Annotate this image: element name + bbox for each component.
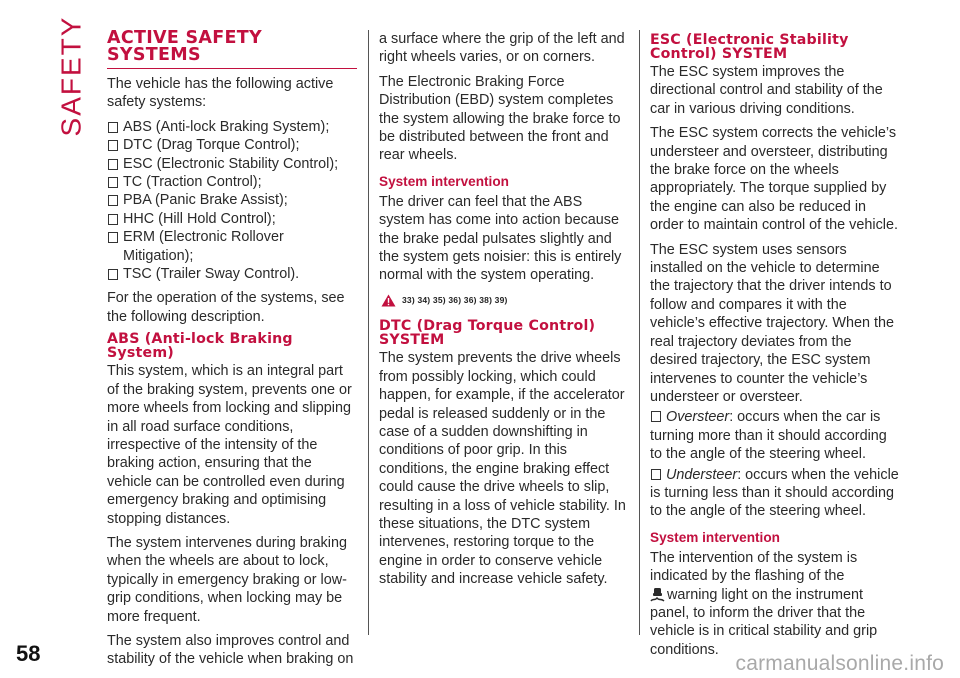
- section-tab: [54, 15, 88, 137]
- column-3: [650, 30, 900, 665]
- dtc-paragraph: The system prevents the drive wheels from possibly locking, which could happen, for example, if the accelerator pedal is released suddenly or in the case of a sudden downshifting in conditions of poor grip. In this conditions, the engine braking effect could cause the drive wheels to slip, resulting in a loss of vehicle stability. In these situations, the DTC system intervenes, restoring torque to the engine in order to conserve vehicle stability and increase vehicle safety.: [379, 350, 626, 588]
- section-tab-label: SAFETY: [55, 15, 87, 137]
- warning-references: [381, 291, 629, 309]
- watermark: carmanualsonline.info: [735, 652, 944, 675]
- abs-intervention-heading: System intervention: [379, 173, 509, 189]
- abs-heading: ABS (Anti-lock Braking System): [107, 331, 293, 362]
- checkbox-bullet-icon: [651, 469, 661, 480]
- checkbox-bullet-icon: [108, 195, 118, 206]
- list-item: PBA (Panic Brake Assist);: [107, 191, 357, 209]
- warning-reference-numbers: 33) 34) 35) 36) 36) 38) 39): [402, 294, 508, 305]
- abs-intervention-paragraph: The driver can feel that the ABS system has come into action because the brake pedal pulsates slightly and the system gets noisier: this is entirely normal with the system operating.: [379, 193, 622, 284]
- warning-triangle-icon: [381, 294, 396, 307]
- abs-paragraph-2: The system intervenes during braking when the wheels are about to lock, typically in emergency braking or low-grip conditions, when locking may be more frequent.: [107, 534, 347, 625]
- column-divider: [639, 30, 640, 635]
- ebd-paragraph: The Electronic Braking Force Distribution (EBD) system completes the system allowing the brake force to be distributed between the front and rear wheels.: [379, 73, 621, 164]
- checkbox-bullet-icon: [108, 177, 118, 188]
- understeer-item: [650, 466, 900, 521]
- column-divider: [368, 30, 369, 635]
- column-1: [107, 30, 357, 675]
- understeer-term: Understeer: [666, 466, 738, 483]
- esc-warning-light-icon: [650, 587, 665, 602]
- esc-intervention-heading: System intervention: [650, 529, 780, 545]
- checkbox-bullet-icon: [108, 140, 118, 151]
- checkbox-bullet-icon: [108, 159, 118, 170]
- systems-list: [107, 118, 357, 284]
- oversteer-definition: : occurs when the car is turning more than it should according to the angle of the steering wheel.: [650, 409, 887, 463]
- checkbox-bullet-icon: [108, 122, 118, 133]
- list-item: TC (Traction Control);: [107, 173, 357, 191]
- list-item: ABS (Anti-lock Braking System);: [107, 118, 357, 136]
- list-item: HHC (Hill Hold Control);: [107, 210, 357, 228]
- oversteer-item: [650, 408, 900, 463]
- checkbox-bullet-icon: [108, 214, 118, 225]
- oversteer-term: Oversteer: [666, 409, 730, 426]
- esc-paragraph-3: The ESC system uses sensors installed on the vehicle to determine the trajectory that the driver intends to follow and compares it with the vehicle’s effective trajectory. When the real trajectory deviates from the desired trajectory, the ESC system intervenes to counter the vehicle’s understeer or oversteer.: [650, 241, 894, 405]
- abs-paragraph-3-continued: a surface where the grip of the left and right wheels varies, or on corners.: [379, 31, 625, 66]
- esc-intervention-paragraph: The intervention of the system is indicated by the flashing of the warning light on the instrument panel, to inform the driver that the vehicle is in critical stability and grip conditions.: [650, 549, 878, 658]
- intro-paragraph: The vehicle has the following active safety systems:: [107, 76, 334, 111]
- column-2: [379, 30, 629, 595]
- esc-heading: ESC (Electronic Stability Control) SYSTEM: [650, 32, 849, 62]
- list-item: DTC (Drag Torque Control);: [107, 136, 357, 154]
- abs-paragraph-3: The system also improves control and stability of the vehicle when braking on: [107, 632, 354, 668]
- dtc-heading: DTC (Drag Torque Control) SYSTEM: [379, 318, 596, 349]
- esc-paragraph-2: The ESC system corrects the vehicle’s understeer and oversteer, distributing the brake force on the wheels appropriately. The torque supplied by the engine can also be reduced in order to maintain control of the vehicle.: [650, 125, 898, 234]
- checkbox-bullet-icon: [651, 411, 661, 422]
- page-number: 58: [16, 641, 41, 666]
- checkbox-bullet-icon: [108, 232, 118, 243]
- list-item: TSC (Trailer Sway Control).: [107, 265, 357, 283]
- esc-paragraph-1: The ESC system improves the directional control and stability of the car in various driving conditions.: [650, 64, 883, 117]
- operation-note: For the operation of the systems, see the following description.: [107, 290, 345, 325]
- active-safety-heading: ACTIVE SAFETY SYSTEMS: [107, 30, 357, 69]
- abs-paragraph-1: This system, which is an integral part of the braking system, prevents one or more wheels from locking and slipping in all road surface conditions, irrespective of the intensity of the braking action, ensuring that the vehicle can be controlled even during emergency braking and optimising stopping distances.: [107, 363, 352, 527]
- checkbox-bullet-icon: [108, 269, 118, 280]
- list-item: ERM (Electronic Rollover Mitigation);: [107, 228, 357, 265]
- list-item: ESC (Electronic Stability Control);: [107, 155, 357, 173]
- understeer-definition: : occurs when the vehicle is turning less than it should according to the angle of the steering wheel.: [650, 466, 899, 520]
